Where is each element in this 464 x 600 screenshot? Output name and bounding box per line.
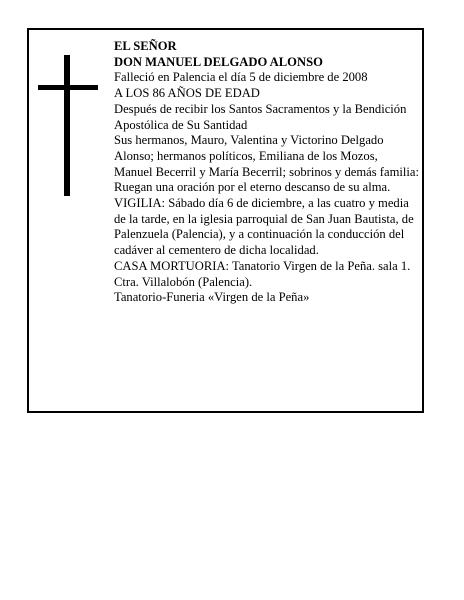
notice-title: EL SEÑOR (114, 39, 177, 53)
cross-horizontal-bar (38, 85, 98, 90)
obituary-text (114, 39, 419, 306)
cross-icon (38, 55, 98, 196)
sacraments-line: Después de recibir los Santos Sacramentos y la Bendición Apostólica de Su Santidad (114, 101, 407, 132)
vigil-paragraph: VIGILIA: Sábado día 6 de diciembre, a las cuatro y media de la tarde, en la iglesia parroquial de San Juan Bautista, de Palenzuela (Palencia), y a continuación la conducción del cadáver al cementero de dicha localidad. (114, 196, 414, 258)
cross-vertical-bar (64, 55, 70, 196)
mortuary-paragraph: CASA MORTUORIA: Tanatorio Virgen de la Peña. sala 1. Ctra. Villalobón (Palencia). (114, 258, 411, 289)
death-info: Falleció en Palencia el día 5 de diciembre de 2008 (114, 70, 368, 85)
prayer-request: Ruegan una oración por el eterno descanso de su alma. (114, 180, 391, 195)
age-line: A LOS 86 AÑOS DE EDAD (114, 86, 260, 101)
funeral-home-line: Tanatorio-Funeria «Virgen de la Peña» (114, 290, 310, 305)
deceased-name: DON MANUEL DELGADO ALONSO (114, 54, 323, 69)
family-paragraph: Sus hermanos, Mauro, Valentina y Victorino Delgado Alonso; hermanos políticos, Emiliana de los Mozos, Manuel Becerril y María Becerril; sobrinos y demás familia: (114, 133, 419, 179)
